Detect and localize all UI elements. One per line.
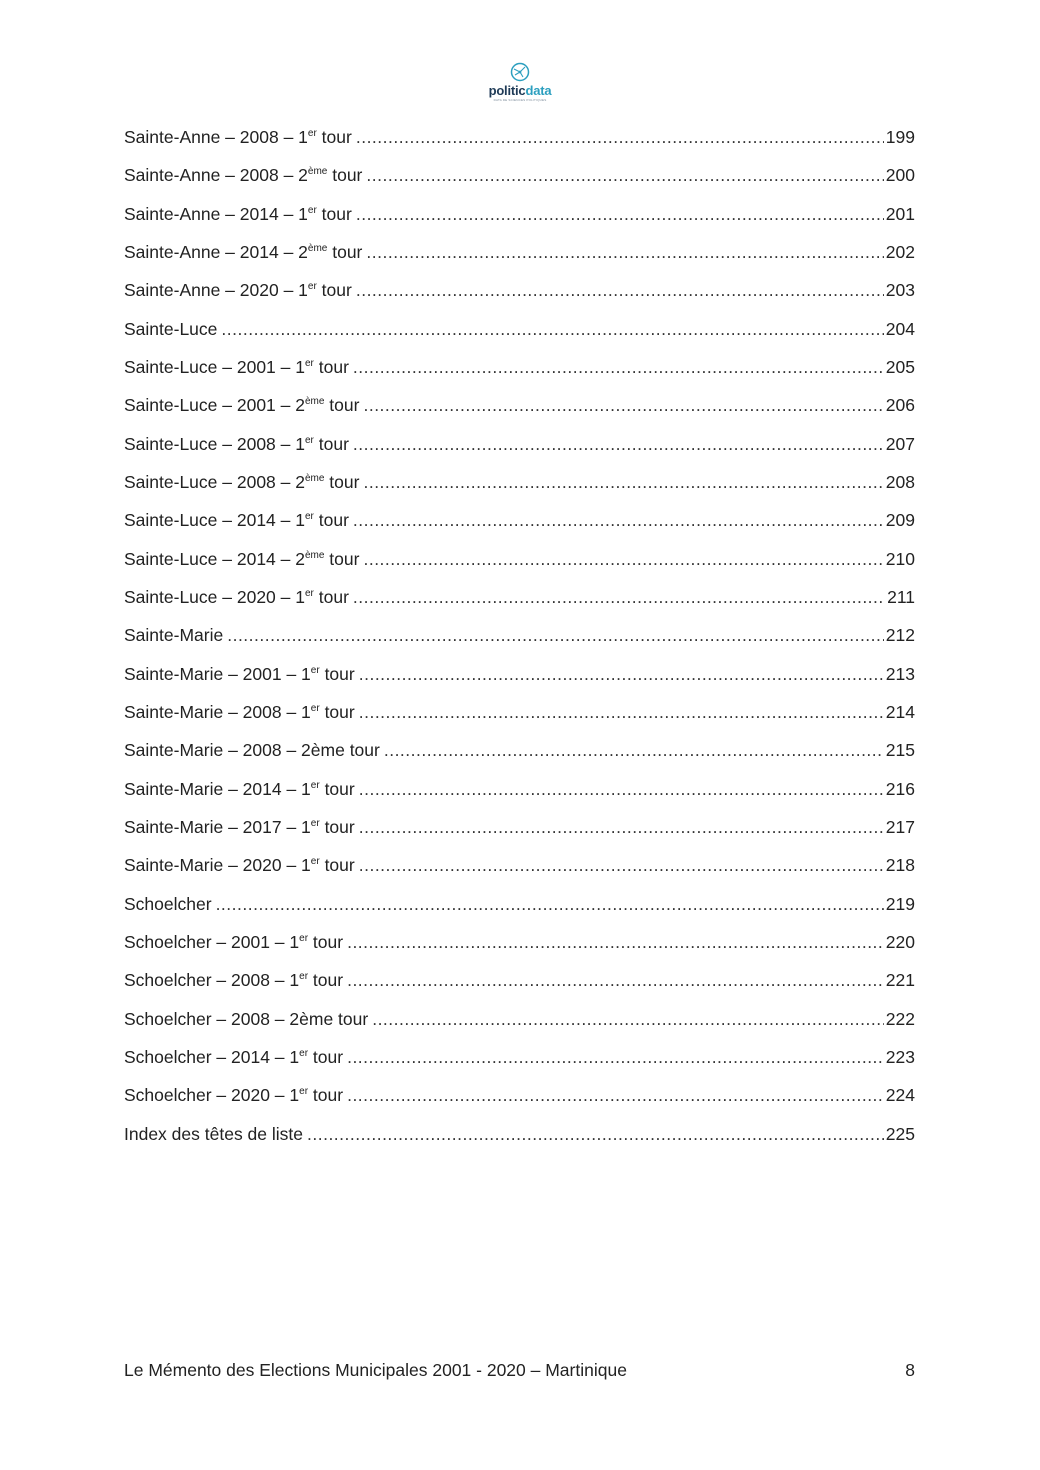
- toc-entry[interactable]: [124, 885, 915, 923]
- toc-entry-suffix: tour: [308, 1085, 344, 1106]
- toc-page-number: 219: [885, 893, 915, 914]
- toc-entry-label: [124, 233, 362, 271]
- toc-dot-leader: [353, 578, 885, 616]
- toc-dot-leader: [359, 655, 884, 693]
- toc-page-number: 217: [885, 816, 915, 837]
- toc-entry-title: Index des têtes de liste: [124, 1123, 303, 1144]
- toc-entry[interactable]: [124, 195, 915, 233]
- toc-entry[interactable]: [124, 233, 915, 271]
- toc-entry-suffix: tour: [313, 586, 349, 607]
- page-number: 8: [905, 1360, 915, 1380]
- toc-dot-leader: [347, 923, 884, 961]
- toc-entry-suffix: tour: [316, 203, 352, 224]
- toc-entry-title: Sainte-Marie: [124, 625, 224, 646]
- toc-entry-label: [124, 731, 380, 769]
- toc-entry-title: Schoelcher – 2008 – 2ème tour: [124, 1008, 369, 1029]
- toc-entry-ordinal: er: [310, 779, 320, 791]
- toc-entry-title: Schoelcher – 2008 – 1: [124, 970, 300, 991]
- toc-entry-label: [124, 846, 355, 884]
- toc-page-number: 202: [885, 241, 915, 262]
- toc-entry-title: Sainte-Luce: [124, 318, 218, 339]
- toc-page-number: 216: [885, 778, 915, 799]
- toc-entry-title: Sainte-Marie – 2008 – 2ème tour: [124, 740, 380, 761]
- toc-entry[interactable]: [124, 156, 915, 194]
- toc-dot-leader: [384, 731, 884, 769]
- toc-entry-ordinal: er: [307, 204, 317, 216]
- toc-entry-label: [124, 961, 343, 999]
- toc-entry-suffix: tour: [327, 241, 363, 262]
- table-of-contents: [124, 118, 915, 1153]
- toc-entry-ordinal: ème: [304, 396, 325, 408]
- toc-entry-label: [124, 386, 359, 424]
- toc-dot-leader: [359, 770, 884, 808]
- toc-page-number: 201: [885, 203, 915, 224]
- toc-entry-title: Sainte-Luce – 2014 – 1: [124, 510, 305, 531]
- toc-entry-suffix: tour: [319, 855, 355, 876]
- toc-entry-suffix: tour: [319, 816, 355, 837]
- toc-entry-title: Sainte-Luce – 2008 – 1: [124, 433, 305, 454]
- toc-entry-suffix: tour: [308, 970, 344, 991]
- toc-dot-leader: [363, 463, 883, 501]
- toc-dot-leader: [366, 156, 883, 194]
- toc-entry-title: Sainte-Luce – 2008 – 2: [124, 471, 305, 492]
- toc-entry-label: [124, 808, 355, 846]
- toc-entry[interactable]: [124, 425, 915, 463]
- toc-entry-title: Sainte-Marie – 2001 – 1: [124, 663, 311, 684]
- toc-entry-ordinal: er: [299, 971, 309, 983]
- toc-entry-ordinal: er: [310, 664, 320, 676]
- toc-entry[interactable]: [124, 386, 915, 424]
- toc-entry-label: [124, 310, 217, 348]
- toc-entry-ordinal: er: [310, 856, 320, 868]
- toc-dot-leader: [347, 1076, 884, 1114]
- toc-entry[interactable]: [124, 1038, 915, 1076]
- toc-entry-title: Sainte-Marie – 2008 – 1: [124, 701, 311, 722]
- toc-page-number: 207: [885, 433, 915, 454]
- toc-page-number: 225: [885, 1123, 915, 1144]
- toc-entry-ordinal: er: [310, 817, 320, 829]
- toc-entry-label: [124, 348, 349, 386]
- toc-entry-label: [124, 885, 212, 923]
- toc-page-number: 223: [885, 1046, 915, 1067]
- toc-page-number: 215: [885, 740, 915, 761]
- toc-entry-title: Schoelcher – 2020 – 1: [124, 1085, 300, 1106]
- toc-entry[interactable]: [124, 540, 915, 578]
- toc-entry[interactable]: [124, 846, 915, 884]
- toc-entry-ordinal: er: [307, 128, 317, 139]
- toc-page-number: 222: [885, 1008, 915, 1029]
- toc-dot-leader: [359, 693, 884, 731]
- toc-entry-label: [124, 540, 359, 578]
- toc-entry-suffix: tour: [319, 701, 355, 722]
- toc-dot-leader: [363, 540, 883, 578]
- toc-entry-title: Sainte-Anne – 2008 – 1: [124, 127, 308, 147]
- toc-entry-title: Schoelcher – 2001 – 1: [124, 931, 300, 952]
- toc-entry-label: [124, 271, 352, 309]
- toc-page-number: 218: [885, 855, 915, 876]
- toc-dot-leader: [221, 310, 883, 348]
- toc-entry-title: Sainte-Marie – 2017 – 1: [124, 816, 311, 837]
- toc-page-number: 199: [885, 127, 915, 147]
- toc-entry-label: [124, 1115, 303, 1153]
- toc-entry[interactable]: [124, 118, 915, 156]
- toc-entry-ordinal: er: [304, 511, 314, 523]
- toc-page-number: 206: [885, 395, 915, 416]
- toc-dot-leader: [227, 616, 884, 654]
- toc-dot-leader: [353, 348, 884, 386]
- toc-page-number: 204: [885, 318, 915, 339]
- toc-dot-leader: [356, 271, 884, 309]
- toc-entry-label: [124, 770, 355, 808]
- toc-entry-label: [124, 463, 359, 501]
- toc-entry[interactable]: [124, 961, 915, 999]
- logo-tagline: DATA DE SCIENCES POLITIQUES: [493, 98, 547, 102]
- toc-page-number: 220: [885, 931, 915, 952]
- toc-entry[interactable]: [124, 731, 915, 769]
- toc-entry-title: Sainte-Marie – 2014 – 1: [124, 778, 311, 799]
- toc-entry[interactable]: [124, 693, 915, 731]
- toc-entry-suffix: tour: [324, 395, 360, 416]
- toc-dot-leader: [356, 118, 884, 156]
- toc-page-number: 221: [885, 970, 915, 991]
- toc-entry-ordinal: er: [307, 281, 317, 293]
- toc-entry-title: Schoelcher – 2014 – 1: [124, 1046, 300, 1067]
- toc-entry[interactable]: [124, 616, 915, 654]
- toc-entry-label: [124, 616, 223, 654]
- toc-entry-label: [124, 578, 349, 616]
- toc-entry[interactable]: [124, 501, 915, 539]
- page-footer: [124, 1356, 915, 1384]
- toc-entry-label: [124, 1000, 368, 1038]
- toc-page-number: 214: [885, 701, 915, 722]
- toc-entry-label: [124, 655, 355, 693]
- toc-dot-leader: [307, 1115, 884, 1153]
- toc-entry[interactable]: [124, 808, 915, 846]
- toc-entry-ordinal: er: [299, 932, 309, 944]
- toc-entry-suffix: tour: [308, 931, 344, 952]
- toc-entry[interactable]: [124, 578, 915, 616]
- toc-entry-ordinal: ème: [307, 242, 328, 254]
- toc-entry-suffix: tour: [308, 1046, 344, 1067]
- toc-entry-ordinal: er: [304, 587, 314, 599]
- toc-entry-ordinal: er: [299, 1086, 309, 1098]
- toc-entry[interactable]: [124, 1115, 915, 1153]
- toc-dot-leader: [372, 1000, 884, 1038]
- toc-entry[interactable]: [124, 310, 915, 348]
- toc-entry-label: [124, 118, 352, 156]
- toc-entry-title: Sainte-Luce – 2001 – 1: [124, 356, 305, 377]
- toc-entry-title: Sainte-Luce – 2014 – 2: [124, 548, 305, 569]
- toc-entry-title: Sainte-Luce – 2020 – 1: [124, 586, 305, 607]
- toc-entry-label: [124, 923, 343, 961]
- toc-entry-suffix: tour: [313, 356, 349, 377]
- toc-entry-suffix: tour: [324, 548, 360, 569]
- toc-page-number: 211: [887, 586, 915, 607]
- toc-dot-leader: [359, 846, 884, 884]
- toc-dot-leader: [347, 961, 884, 999]
- toc-entry-suffix: tour: [319, 778, 355, 799]
- toc-entry-title: Sainte-Luce – 2001 – 2: [124, 395, 305, 416]
- toc-entry-suffix: tour: [319, 663, 355, 684]
- toc-entry-label: [124, 425, 349, 463]
- toc-entry-label: [124, 156, 362, 194]
- toc-dot-leader: [216, 885, 884, 923]
- toc-entry-label: [124, 1038, 343, 1076]
- toc-entry[interactable]: [124, 923, 915, 961]
- toc-entry[interactable]: [124, 348, 915, 386]
- toc-entry-suffix: tour: [327, 165, 363, 186]
- toc-entry[interactable]: [124, 271, 915, 309]
- toc-entry-label: [124, 195, 352, 233]
- toc-entry-title: Sainte-Anne – 2020 – 1: [124, 280, 308, 301]
- toc-page-number: 212: [885, 625, 915, 646]
- toc-entry-ordinal: er: [310, 702, 320, 714]
- toc-entry-title: Sainte-Marie – 2020 – 1: [124, 855, 311, 876]
- toc-page-number: 200: [885, 165, 915, 186]
- toc-entry[interactable]: [124, 770, 915, 808]
- toc-dot-leader: [353, 425, 884, 463]
- globe-network-icon: [510, 62, 530, 82]
- toc-entry-title: Schoelcher: [124, 893, 212, 914]
- toc-entry-ordinal: ème: [304, 549, 325, 561]
- toc-entry-label: [124, 693, 355, 731]
- footer-title: Le Mémento des Elections Municipales 2001 - 2020 – Martinique: [124, 1360, 627, 1380]
- toc-entry-title: Sainte-Anne – 2014 – 2: [124, 241, 308, 262]
- toc-entry[interactable]: [124, 1076, 915, 1114]
- toc-entry-suffix: tour: [313, 510, 349, 531]
- toc-dot-leader: [366, 233, 883, 271]
- toc-page-number: 224: [885, 1085, 915, 1106]
- toc-dot-leader: [347, 1038, 884, 1076]
- toc-entry-label: [124, 501, 349, 539]
- toc-entry-suffix: tour: [313, 433, 349, 454]
- toc-entry-ordinal: er: [304, 434, 314, 446]
- toc-entry[interactable]: [124, 1000, 915, 1038]
- logo-wordmark: politicdata: [488, 83, 552, 98]
- toc-page-number: 210: [885, 548, 915, 569]
- toc-dot-leader: [356, 195, 884, 233]
- toc-entry-title: Sainte-Anne – 2008 – 2: [124, 165, 308, 186]
- toc-entry[interactable]: [124, 463, 915, 501]
- toc-entry-ordinal: ème: [307, 166, 328, 178]
- toc-entry[interactable]: [124, 655, 915, 693]
- toc-entry-ordinal: ème: [304, 472, 325, 484]
- toc-entry-title: Sainte-Anne – 2014 – 1: [124, 203, 308, 224]
- toc-page-number: 213: [885, 663, 915, 684]
- toc-entry-suffix: tour: [316, 127, 352, 147]
- toc-page-number: 205: [885, 356, 915, 377]
- toc-dot-leader: [359, 808, 884, 846]
- toc-entry-ordinal: er: [304, 357, 314, 369]
- toc-entry-ordinal: er: [299, 1047, 309, 1059]
- publisher-logo: [0, 62, 1040, 102]
- toc-entry-suffix: tour: [324, 471, 360, 492]
- toc-page-number: 208: [885, 471, 915, 492]
- toc-entry-label: [124, 1076, 343, 1114]
- toc-page-number: 209: [885, 510, 915, 531]
- toc-dot-leader: [353, 501, 884, 539]
- toc-entry-suffix: tour: [316, 280, 352, 301]
- toc-dot-leader: [363, 386, 883, 424]
- toc-page-number: 203: [885, 280, 915, 301]
